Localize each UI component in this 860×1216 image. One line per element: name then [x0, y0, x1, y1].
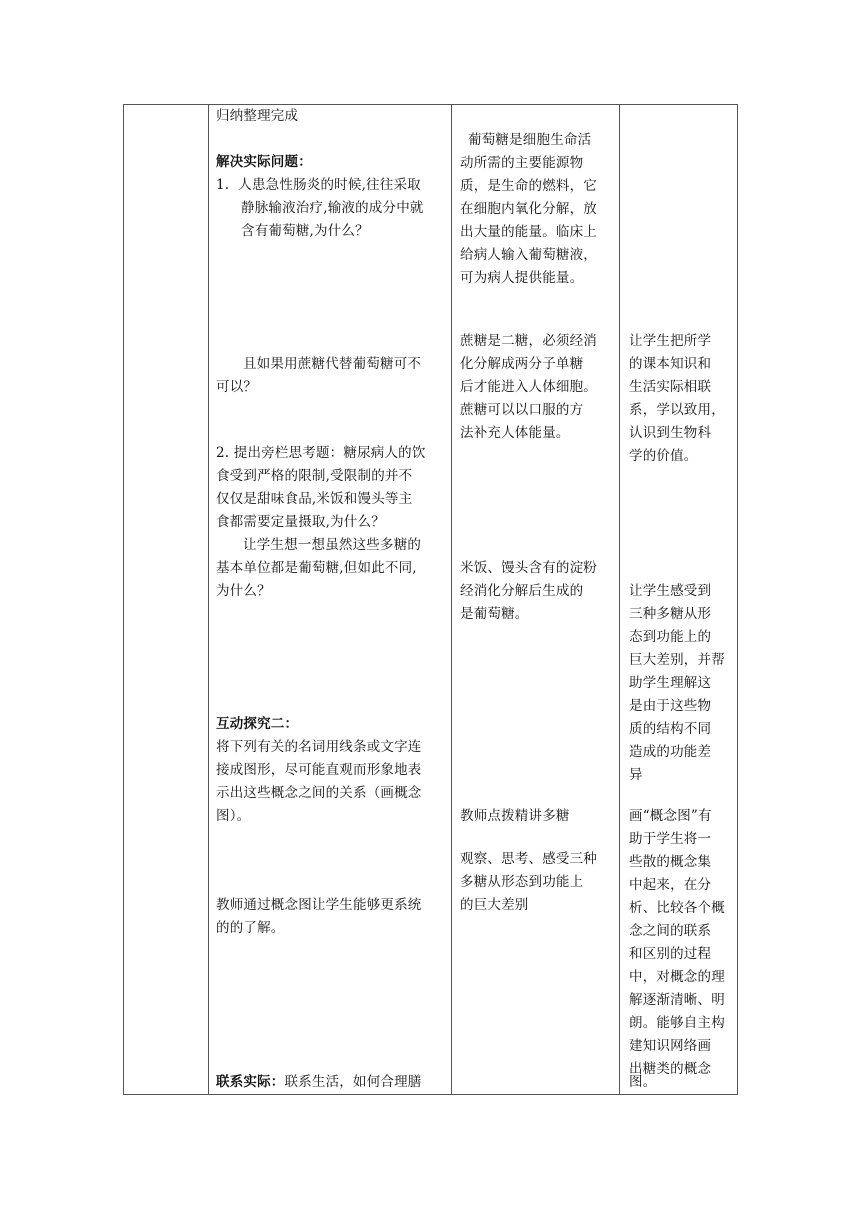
concept-map-intent-line: 析、比较各个概: [629, 900, 725, 916]
question-3-line: 为什么？: [216, 583, 271, 599]
glucose-answer-line: 给病人输入葡萄糖液，: [460, 247, 597, 263]
question-2-line: 2. 提出旁栏思考题：糖尿病人的饮: [216, 445, 426, 461]
glucose-answer-line: 可为病人提供能量。: [460, 270, 584, 286]
question-1-line: 含有葡萄糖,为什么？: [241, 223, 369, 239]
question-1b-line: 可以？: [216, 379, 258, 395]
starch-answer-line: 经消化分解后生成的: [460, 583, 584, 599]
glucose-answer-line: 出大量的能量。临床上: [460, 224, 597, 240]
explore-line: 将下列有关的名词用线条或文字连: [216, 739, 422, 755]
link-intent-line: 系，学以致用，: [629, 402, 725, 418]
explore-heading: 互动探究二：: [216, 716, 299, 732]
glucose-answer-line: 葡萄糖是细胞生命活: [468, 132, 592, 148]
observe-line: 观察、思考、感受三种: [460, 851, 597, 867]
sucrose-answer-line: 蔗糖可以以口服的方: [460, 402, 584, 418]
student-activity-cell: [452, 105, 619, 1094]
observe-line: 的巨大差别: [460, 897, 529, 913]
concept-map-intent-line: 中起来，在分: [629, 877, 712, 893]
glucose-answer-line: 质，是生命的燃料，它: [460, 178, 597, 194]
difference-intent-line: 巨大差别，并帮: [629, 652, 725, 668]
concept-map-line: 的的了解。: [216, 920, 285, 936]
question-3-line: 让学生想一想虽然这些多糖的: [243, 537, 422, 553]
question-3-line: 基本单位都是葡萄糖,但如此不同,: [216, 560, 417, 576]
design-intent-cell: [620, 105, 738, 1094]
glucose-answer-line: 在细胞内氧化分解，放: [460, 201, 597, 217]
concept-map-intent-line: 解逐渐清晰、明: [629, 992, 725, 1008]
concept-map-intent-line: 念之间的联系: [629, 923, 712, 939]
lesson-plan-table: [123, 104, 738, 1095]
sucrose-answer-line: 化分解成两分子单糖: [460, 356, 584, 372]
sucrose-answer-line: 后才能进入人体细胞。: [460, 379, 597, 395]
teacher-activity-cell: [209, 105, 451, 1094]
sucrose-answer-line: 法补充人体能量。: [460, 425, 570, 441]
difference-intent-line: 造成的功能差: [629, 744, 712, 760]
difference-intent-line: 三种多糖从形: [629, 606, 712, 622]
glucose-answer-line: 动所需的主要能源物: [460, 155, 584, 171]
difference-intent-line: 是由于这些物: [629, 698, 712, 714]
starch-answer-line: 米饭、馒头含有的淀粉: [460, 560, 597, 576]
life-connection-line: [216, 1071, 422, 1094]
concept-map-intent-line: 朗。能够自主构: [629, 1015, 725, 1031]
question-2-line: 食都需要定量摄取,为什么？: [216, 514, 385, 530]
difference-intent-line: 异: [629, 767, 643, 783]
link-intent-line: 的课本知识和: [629, 356, 712, 372]
question-1b-line: 且如果用蔗糖代替葡萄糖可不: [243, 356, 422, 372]
concept-map-intent-line: 些散的概念集: [629, 854, 712, 870]
question-2-line: 仅仅是甜味食品,米饭和馒头等主: [216, 491, 413, 507]
sucrose-answer-line: 蔗糖是二糖，必须经消: [460, 333, 597, 349]
observe-line: 多糖从形态到功能上: [460, 874, 584, 890]
teacher-explain-text: 教师点拨精讲多糖: [460, 808, 570, 824]
concept-map-intent-line: 图。: [629, 1074, 657, 1090]
life-connection-text: 联系生活，如何合理膳: [284, 1074, 422, 1090]
column-1-cell: [124, 105, 208, 1094]
concept-map-intent-line: 助于学生将一: [629, 831, 712, 847]
link-intent-line: 生活实际相联: [629, 379, 712, 395]
question-2-line: 食受到严格的限制,受限制的并不: [216, 468, 413, 484]
starch-answer-line: 是葡萄糖。: [460, 606, 529, 622]
difference-intent-line: 态到功能上的: [629, 629, 712, 645]
concept-map-intent-line: 画“概念图”有: [629, 808, 712, 824]
difference-intent-line: 助学生理解这: [629, 675, 712, 691]
concept-map-intent-line: 出糖类的概念: [629, 1061, 712, 1077]
question-1-line: 静脉输液治疗,输液的成分中就: [241, 200, 424, 216]
concept-map-intent-line: 建知识网络画: [629, 1038, 712, 1054]
explore-line: 图）。: [216, 808, 251, 824]
difference-intent-line: 质的结构不同: [629, 721, 712, 737]
link-intent-line: 让学生把所学: [629, 333, 712, 349]
concept-map-intent-line: 和区别的过程: [629, 946, 712, 962]
concept-map-line: 教师通过概念图让学生能够更系统: [216, 897, 422, 913]
link-intent-line: 学的价值。: [629, 448, 698, 464]
life-connection-heading: 联系实际：: [216, 1074, 285, 1090]
explore-line: 接成图形，尽可能直观而形象地表: [216, 762, 422, 778]
question-1-line: 1. 人患急性肠炎的时候,往往采取: [216, 177, 421, 193]
explore-line: 示出这些概念之间的关系（画概念: [216, 785, 422, 801]
intro-text: 归纳整理完成: [216, 108, 299, 124]
concept-map-intent-line: 中，对概念的理: [629, 969, 725, 985]
difference-intent-line: 让学生感受到: [629, 583, 712, 599]
practical-heading: 解决实际问题：: [216, 154, 312, 170]
link-intent-line: 认识到生物科: [629, 425, 712, 441]
